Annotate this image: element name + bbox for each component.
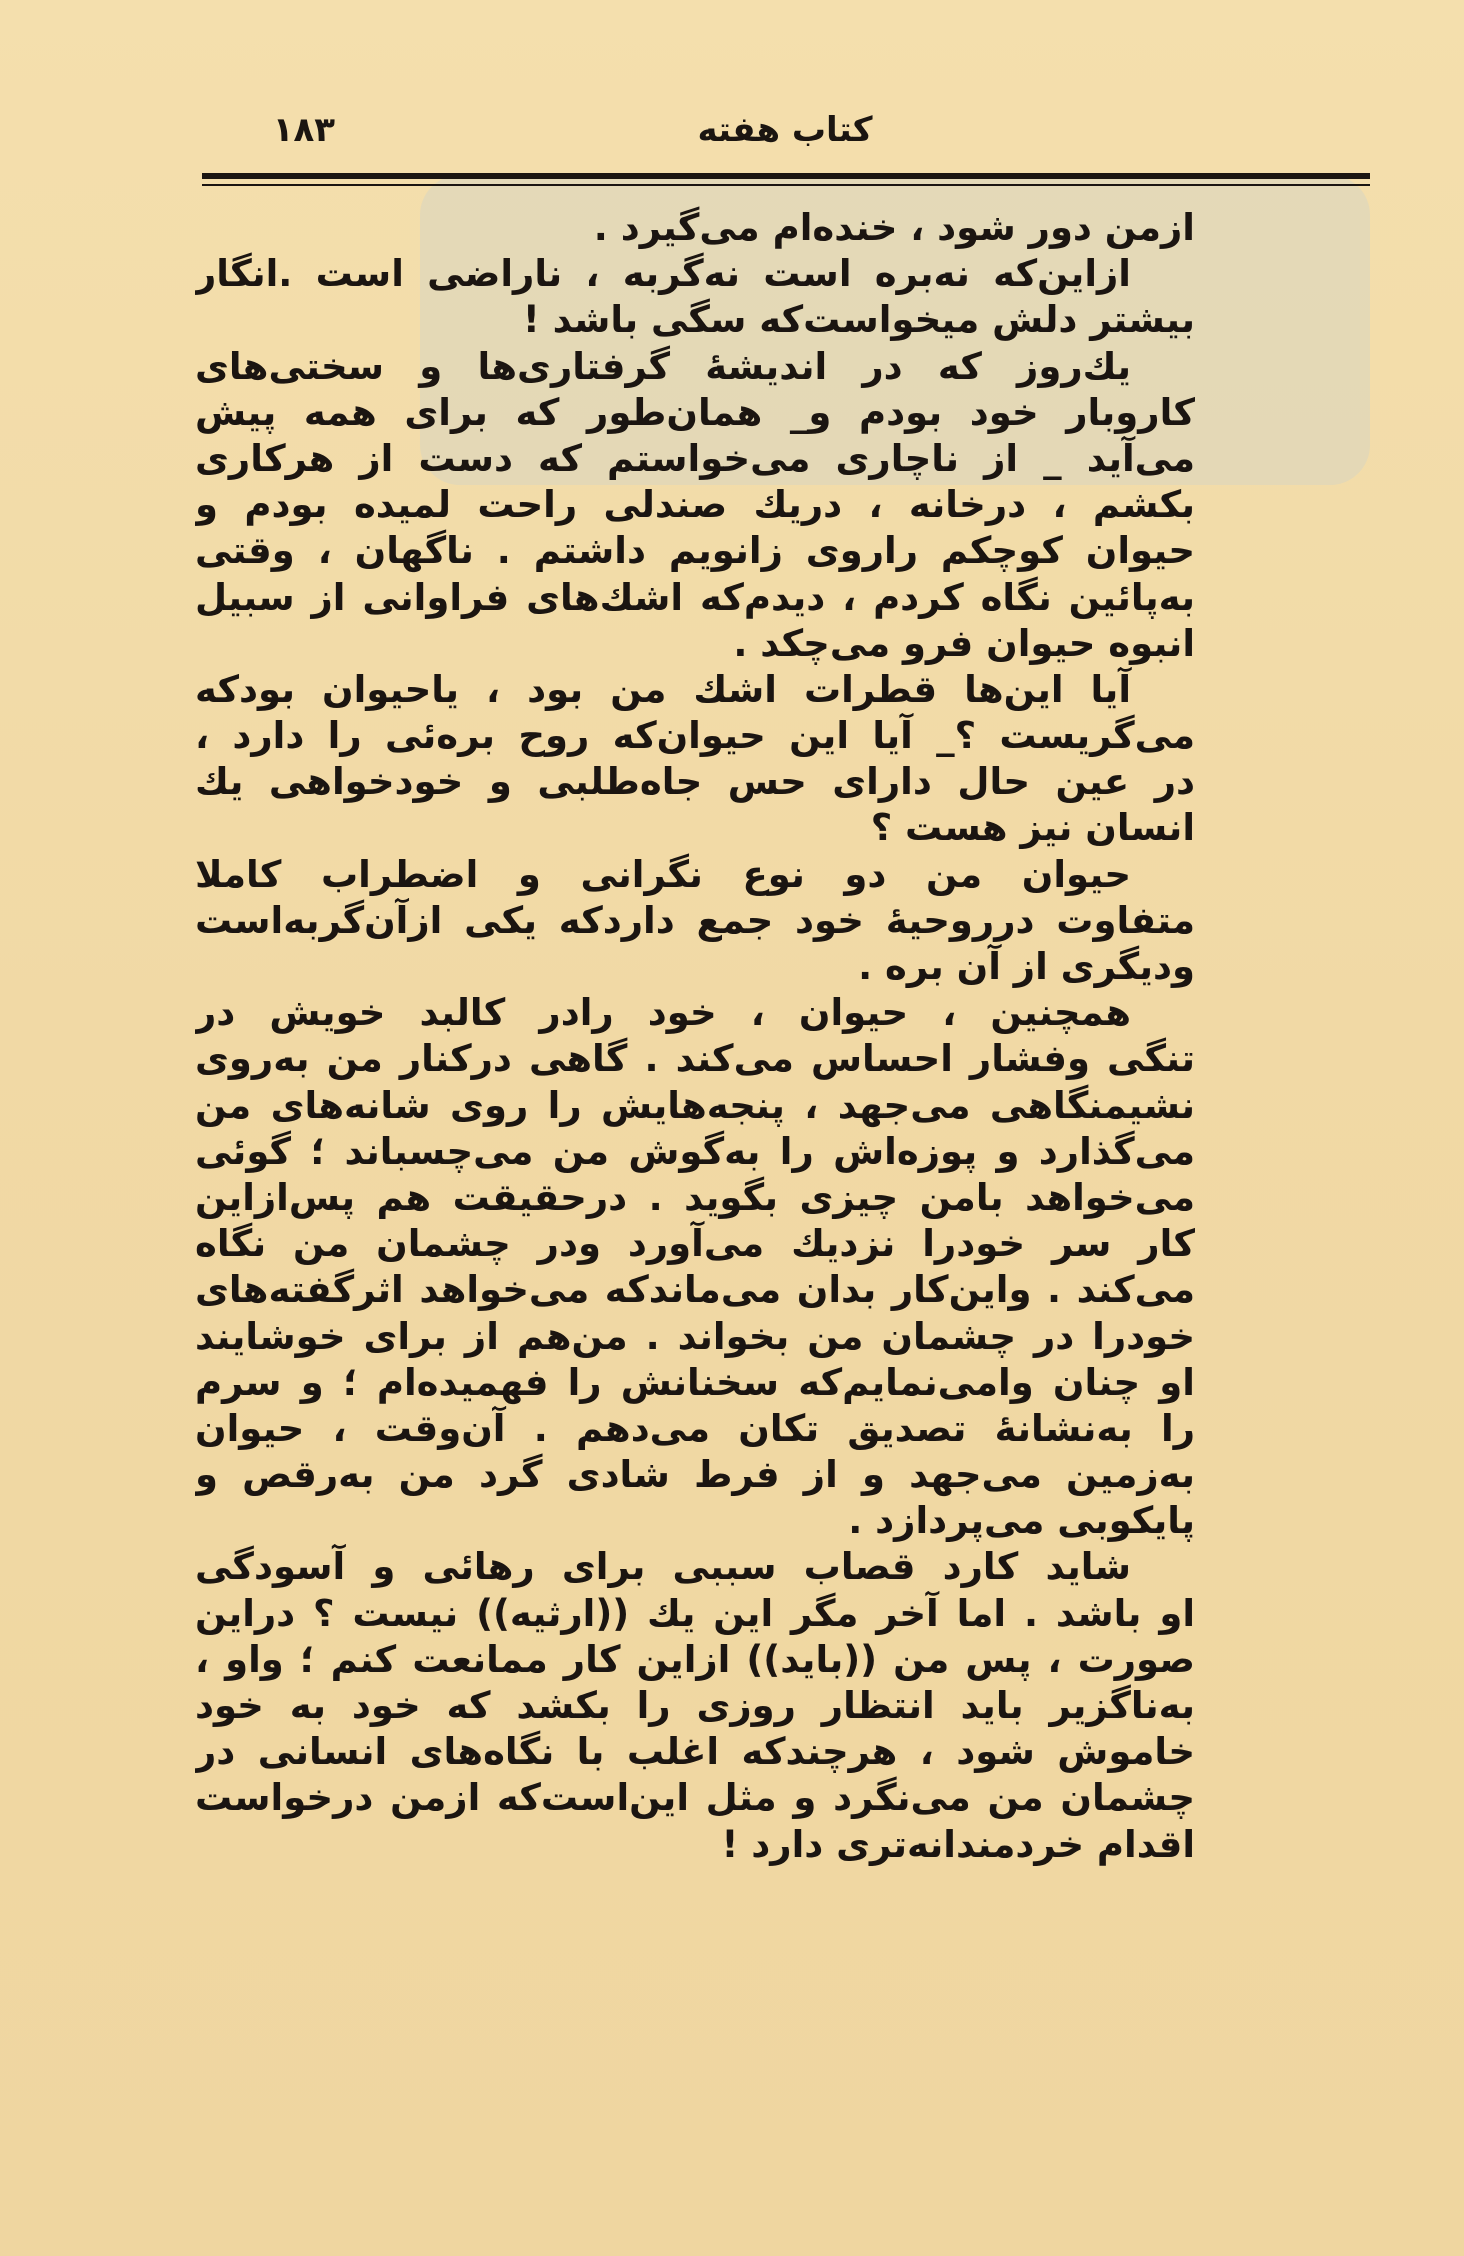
text-line: بکشم ، درخانه ، دریك صندلی راحت لمیده بودم و	[195, 483, 1195, 527]
text-line: در عین حال دارای حس جاه‌طلبی و خودخواهی یك	[195, 760, 1195, 804]
text-line: ازمن دور شود ، خنده‌ام می‌گیرد .	[593, 206, 1195, 249]
text-line: به‌پائین نگاه کردم ، دیدم‌که اشك‌های فراوانی از سبیل	[195, 575, 1195, 619]
text-line: شاید کارد قصاب سببی برای رهائی و آسودگی	[195, 1545, 1131, 1589]
text-line: همچنین ، حیوان ، خود رادر کالبد خویش در	[195, 991, 1131, 1035]
text-line: حیوان من دو نوع نگرانی و اضطراب کاملا	[195, 852, 1131, 896]
header-rule-thick	[202, 173, 1370, 179]
text-line: می‌خواهد بامن چیزی بگوید . درحقیقت هم پس‌ازاین	[195, 1175, 1195, 1219]
text-line: خاموش شود ، هرچندکه اغلب با نگاه‌های انسانی در	[195, 1730, 1195, 1774]
text-line: ودیگری از آن بره .	[858, 945, 1195, 988]
text-line: را به‌نشانهٔ تصدیق تکان می‌دهم . آن‌وقت ، حیوان	[195, 1406, 1195, 1450]
text-line: اقدام خردمندانه‌تری دارد !	[721, 1822, 1195, 1866]
text-line: یك‌روز که در اندیشهٔ گرفتاری‌ها و سختی‌های	[195, 344, 1131, 388]
text-line: نشیمنگاهی می‌جهد ، پنجه‌هایش را روی شانه‌های من	[195, 1083, 1195, 1127]
text-line: انبوه حیوان فرو می‌چکد .	[733, 621, 1195, 665]
page-number: ۱۸۳	[272, 110, 335, 150]
text-line: خودرا در چشمان من بخواند . من‌هم از برای خوشایند	[195, 1314, 1195, 1358]
text-line: تنگی وفشار احساس می‌کند . گاهی درکنار من به‌روی	[195, 1037, 1195, 1081]
running-title: کتاب هفته	[697, 110, 873, 150]
text-line: می‌گریست ؟_ آیا این حیوان‌که روح بره‌ئی را دارد ،	[195, 714, 1195, 758]
page-header	[200, 110, 1370, 160]
text-line: کاروبار خود بودم و_ همان‌طور که برای همه پیش	[195, 390, 1195, 434]
text-line: او باشد . اما آخر مگر این یك ((ارثیه)) نیست ؟ دراین	[195, 1591, 1195, 1635]
text-line: می‌آید _ از ناچاری می‌خواستم که دست از هرکاری	[195, 436, 1195, 480]
text-line: می‌کند . واین‌کار بدان می‌ماندکه می‌خواهد اثرگفته‌های	[195, 1268, 1195, 1312]
text-line: او چنان وامی‌نمایم‌که سخنانش را فهمیده‌ام ؛ و سرم	[195, 1360, 1195, 1404]
text-line: به‌زمین می‌جهد و از فرط شادی گرد من به‌رقص و	[195, 1453, 1195, 1497]
text-line: ازاین‌که نه‌بره است نه‌گربه ، ناراضی است .انگار	[195, 252, 1131, 296]
text-line: صورت ، پس من ((باید)) ازاین کار ممانعت کنم ؛ واو ،	[195, 1637, 1195, 1681]
text-line: متفاوت درروحیهٔ خود جمع داردکه یکی ازآن‌گربه‌است	[195, 898, 1195, 942]
text-line: به‌ناگزیر باید انتظار روزی را بکشد که خود به خود	[195, 1684, 1195, 1727]
text-line: حیوان کوچکم راروی زانویم داشتم . ناگهان ، وقتی	[195, 529, 1195, 573]
text-line: چشمان من می‌نگرد و مثل این‌است‌که ازمن درخواست	[195, 1776, 1195, 1820]
body-text	[195, 205, 1195, 1868]
text-line: پایکوبی می‌پردازد .	[848, 1499, 1195, 1543]
text-line: آیا این‌ها قطرات اشك من بود ، یاحیوان بودکه	[195, 667, 1131, 711]
header-rule-thin	[202, 184, 1370, 186]
text-line: بیشتر دلش میخواست‌که سگی باشد !	[522, 298, 1195, 342]
text-line: انسان نیز هست ؟	[870, 806, 1195, 850]
text-line: کار سر خودرا نزدیك می‌آورد ودر چشمان من نگاه	[195, 1222, 1195, 1266]
text-line: می‌گذارد و پوزه‌اش را به‌گوش من می‌چسباند ؛ گوئی	[195, 1129, 1195, 1173]
